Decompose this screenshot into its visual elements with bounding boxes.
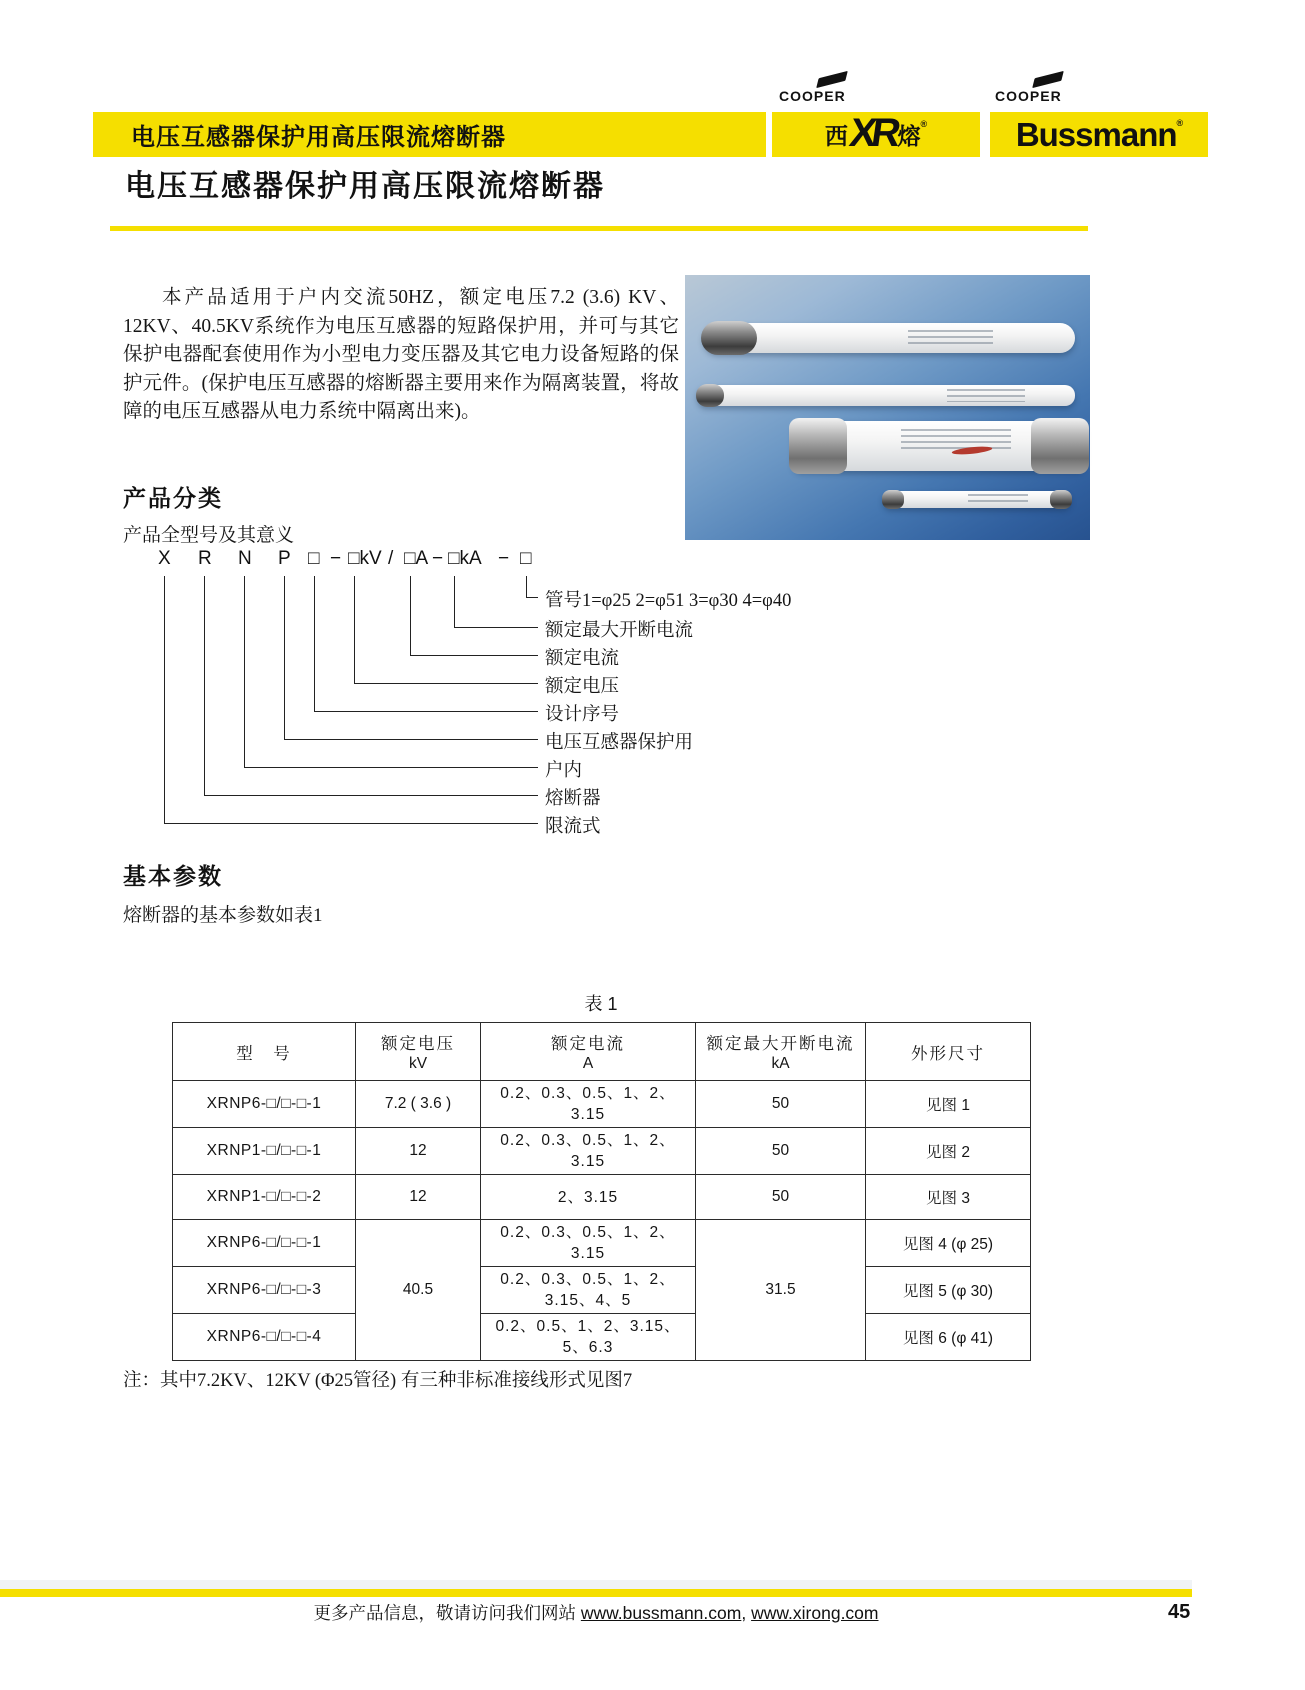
fuse-label-marks xyxy=(947,389,1025,402)
cooper-wordmark-2 xyxy=(995,88,1062,104)
diagram-label: 设计序号 xyxy=(545,705,620,725)
formula-symbol: − xyxy=(432,548,444,569)
fuse-end-cap xyxy=(696,384,724,407)
xirong-logo-xr: XR xyxy=(846,110,899,155)
breaking-cell: 50 xyxy=(696,1128,866,1175)
table-note: 注：其中7.2KV、12KV (Φ25管径) 有三种非标准接线形式见图7 xyxy=(123,1371,633,1391)
diagram-label: 限流式 xyxy=(545,817,601,837)
diagram-label: 额定电流 xyxy=(545,649,620,669)
fuse-label-marks xyxy=(908,330,993,346)
cooper-flag-icon xyxy=(1032,71,1064,88)
registered-mark-icon: ® xyxy=(920,118,928,129)
figure-cell: 见图 2 xyxy=(866,1128,1031,1175)
fuse-end-cap xyxy=(1050,490,1072,509)
footer-link-xirong[interactable]: www.xirong.com xyxy=(751,1603,879,1623)
parameters-table xyxy=(172,1022,1031,1361)
product-photo xyxy=(685,275,1090,540)
fuse-label-marks xyxy=(968,494,1028,505)
diagram-label: 户内 xyxy=(545,761,583,781)
parameters-intro: 熔断器的基本参数如表1 xyxy=(123,905,323,926)
model-cell: XRNP6-□/□-□-4 xyxy=(173,1314,356,1361)
current-cell: 0.2、0.5、1、2、3.15、5、6.3 xyxy=(481,1314,696,1361)
header-title: 额定电压 xyxy=(381,1035,455,1053)
current-cell: 0.2、0.3、0.5、1、2、3.15、4、5 xyxy=(481,1267,696,1314)
header-cell-current xyxy=(481,1023,696,1081)
footer-message: 更多产品信息，敬请访问我们网站 xyxy=(313,1603,576,1623)
header-band-title: 电压互感器保护用高压限流熔断器 xyxy=(131,124,506,151)
table-row xyxy=(173,1220,1031,1267)
formula-symbol: N xyxy=(238,548,252,569)
title-underline xyxy=(110,226,1088,231)
header-band xyxy=(93,112,766,157)
fuse-tube-4 xyxy=(883,491,1071,508)
formula-symbol: − xyxy=(330,548,342,569)
current-cell: 0.2、0.3、0.5、1、2、3.15 xyxy=(481,1128,696,1175)
fuse-end-cap xyxy=(1031,418,1089,474)
figure-cell: 见图 3 xyxy=(866,1175,1031,1220)
cooper-text: COOPER xyxy=(995,88,1062,104)
formula-symbol: □A xyxy=(404,548,429,569)
cooper-text: COOPER xyxy=(779,88,846,104)
footer-link-bussmann[interactable]: www.bussmann.com xyxy=(580,1603,742,1623)
diagram-label: 额定电压 xyxy=(545,677,620,697)
model-cell: XRNP6-□/□-□-1 xyxy=(173,1081,356,1128)
bussmann-logo xyxy=(990,112,1208,157)
model-cell: XRNP6-□/□-□-1 xyxy=(173,1220,356,1267)
formula-symbol: □kV xyxy=(348,548,382,569)
table-row xyxy=(173,1314,1031,1361)
xirong-logo-left: 西 xyxy=(824,123,848,149)
model-cell: XRNP1-□/□-□-2 xyxy=(173,1175,356,1220)
breaking-cell: 50 xyxy=(696,1175,866,1220)
fuse-tube-3 xyxy=(793,421,1085,471)
voltage-cell: 7.2 ( 3.6 ) xyxy=(356,1081,481,1128)
breaking-cell: 50 xyxy=(696,1081,866,1128)
header-title: 外形尺寸 xyxy=(911,1044,985,1063)
figure-cell: 见图 6 (φ 41) xyxy=(866,1314,1031,1361)
cooper-wordmark-1 xyxy=(779,88,846,104)
formula-symbol: X xyxy=(158,548,171,569)
cooper-flag-icon xyxy=(816,71,848,88)
diagram-label: 熔断器 xyxy=(545,789,601,809)
table-row xyxy=(173,1128,1031,1175)
header-cell-voltage xyxy=(356,1023,481,1081)
header-unit: A xyxy=(582,1055,594,1072)
formula-symbol: □ xyxy=(308,548,320,569)
formula-symbol: □kA xyxy=(448,548,482,569)
footer-separator: , xyxy=(741,1603,747,1623)
fuse-tube-2 xyxy=(697,385,1075,406)
fuse-label-marks xyxy=(901,429,1011,451)
current-cell: 0.2、0.3、0.5、1、2、3.15 xyxy=(481,1081,696,1128)
classification-subtitle: 产品全型号及其意义 xyxy=(123,525,295,546)
figure-cell: 见图 4 (φ 25) xyxy=(866,1220,1031,1267)
header-cell-breaking xyxy=(696,1023,866,1081)
section-heading-parameters: 基本参数 xyxy=(123,863,223,889)
page-number: 45 xyxy=(1168,1601,1191,1623)
xirong-logo xyxy=(772,112,980,157)
table-caption: 表 1 xyxy=(584,994,618,1014)
fuse-tube-1 xyxy=(703,323,1075,353)
model-cell: XRNP6-□/□-□-3 xyxy=(173,1267,356,1314)
footer-text xyxy=(0,1600,1192,1625)
formula-symbol: P xyxy=(278,548,291,569)
formula-symbol: / xyxy=(388,548,394,569)
table-row xyxy=(173,1081,1031,1128)
fuse-end-cap xyxy=(701,321,757,355)
header-title: 额定电流 xyxy=(551,1035,625,1053)
table-header-row xyxy=(173,1023,1031,1081)
header-cell-figure xyxy=(866,1023,1031,1081)
xirong-logo-right: 熔 xyxy=(897,123,921,149)
diagram-label: 电压互感器保护用 xyxy=(545,733,694,753)
figure-cell: 见图 5 (φ 30) xyxy=(866,1267,1031,1314)
xirong-logo-text xyxy=(824,110,928,157)
table-row xyxy=(173,1267,1031,1314)
voltage-cell: 12 xyxy=(356,1175,481,1220)
formula-symbol: R xyxy=(198,548,212,569)
intro-paragraph: 本产品适用于户内交流50HZ，额定电压7.2 (3.6) KV、12KV、40.5KV系统作为电压互感器的短路保护用，并可与其它保护电器配套使用作为小型电力变压器及其它电力设备短路的保护元件。(保护电压互感器的熔断器主要用来作为隔离装置，将故障的电压互感器从电力系统中隔离出来)。 xyxy=(123,287,679,422)
voltage-cell: 12 xyxy=(356,1128,481,1175)
footer-rule xyxy=(0,1589,1192,1597)
formula-symbol: □ xyxy=(520,548,532,569)
bussmann-name: Bussmann xyxy=(1015,116,1177,153)
type-designation-diagram xyxy=(140,548,1100,848)
header-unit: kA xyxy=(771,1055,790,1072)
bussmann-logo-text xyxy=(1016,118,1182,151)
header-title: 额定最大开断电流 xyxy=(706,1035,855,1053)
header-unit: kV xyxy=(408,1055,428,1072)
page-title: 电压互感器保护用高压限流熔断器 xyxy=(125,170,605,203)
header-title: 型 号 xyxy=(236,1044,292,1063)
voltage-cell-merged: 40.5 xyxy=(356,1220,481,1361)
diagram-label: 管号1=φ25 2=φ51 3=φ30 4=φ40 xyxy=(545,591,792,611)
figure-cell: 见图 1 xyxy=(866,1081,1031,1128)
current-cell: 0.2、0.3、0.5、1、2、3.15 xyxy=(481,1220,696,1267)
registered-mark-icon: ® xyxy=(1176,118,1183,128)
diagram-label: 额定最大开断电流 xyxy=(545,621,694,641)
connector-line xyxy=(526,576,538,598)
section-heading-classification: 产品分类 xyxy=(123,485,223,511)
fuse-end-cap xyxy=(789,418,847,474)
formula-symbol: − xyxy=(498,548,510,569)
table-row xyxy=(173,1175,1031,1220)
current-cell: 2、3.15 xyxy=(481,1175,696,1220)
fuse-end-cap xyxy=(882,490,904,509)
breaking-cell-merged: 31.5 xyxy=(696,1220,866,1361)
header-cell-model xyxy=(173,1023,356,1081)
model-cell: XRNP1-□/□-□-1 xyxy=(173,1128,356,1175)
